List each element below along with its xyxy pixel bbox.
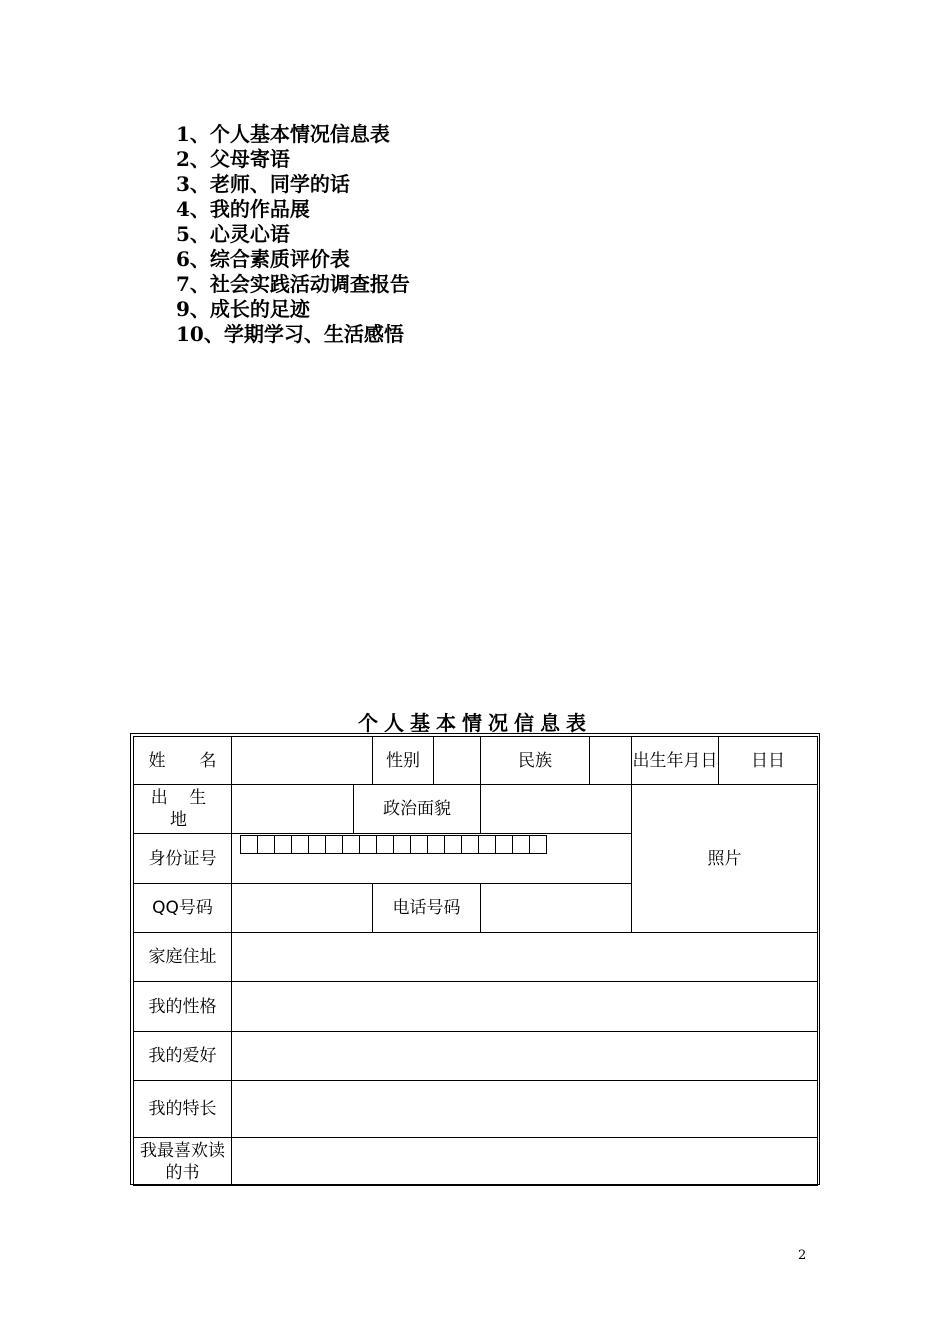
- id-digit-box[interactable]: [308, 835, 326, 854]
- toc-item: 2、父母寄语: [176, 147, 290, 171]
- id-digit-box[interactable]: [427, 835, 445, 854]
- toc-item: 4、我的作品展: [176, 197, 310, 221]
- id-number-field[interactable]: [232, 834, 632, 884]
- id-digit-box[interactable]: [325, 835, 343, 854]
- toc-item: 5、心灵心语: [176, 222, 290, 246]
- id-digit-box[interactable]: [291, 835, 309, 854]
- gender-label: 性别: [373, 737, 434, 785]
- page-number: 2: [798, 1248, 807, 1263]
- toc-item: 1、个人基本情况信息表: [176, 122, 390, 146]
- id-digit-box[interactable]: [444, 835, 462, 854]
- qq-field[interactable]: [232, 884, 373, 933]
- name-label: 姓 名: [134, 737, 232, 785]
- specialties-label: 我的特长: [134, 1081, 232, 1138]
- hobbies-field[interactable]: [232, 1032, 818, 1081]
- id-digit-box[interactable]: [240, 835, 258, 854]
- form-row-birthplace: [134, 785, 818, 834]
- id-digit-box[interactable]: [376, 835, 394, 854]
- favorite-book-field[interactable]: [232, 1138, 818, 1186]
- table-of-contents: [176, 122, 410, 347]
- id-digit-box[interactable]: [529, 835, 547, 854]
- id-digit-box[interactable]: [359, 835, 377, 854]
- qq-label: QQ号码: [134, 884, 232, 933]
- birthplace-label: 出 生 地: [134, 785, 232, 834]
- id-number-label: 身份证号: [134, 834, 232, 884]
- id-digit-box[interactable]: [257, 835, 275, 854]
- form-row-hobbies: [134, 1032, 818, 1081]
- gender-field[interactable]: [434, 737, 481, 785]
- id-digit-boxes: [240, 835, 631, 854]
- personality-field[interactable]: [232, 982, 818, 1032]
- phone-field[interactable]: [481, 884, 632, 933]
- ethnicity-field[interactable]: [590, 737, 632, 785]
- form-row-favorite-book: [134, 1138, 818, 1186]
- form-row-address: [134, 933, 818, 982]
- id-digit-box[interactable]: [274, 835, 292, 854]
- birth-date-value[interactable]: 日日: [719, 737, 818, 785]
- favorite-book-label: 我最喜欢读的书: [134, 1138, 232, 1186]
- toc-item: 10、学期学习、生活感悟: [176, 322, 404, 346]
- birth-date-label: 出生年月日: [632, 737, 719, 785]
- birthplace-field[interactable]: [232, 785, 354, 834]
- toc-item: 9、成长的足迹: [176, 297, 310, 321]
- personality-label: 我的性格: [134, 982, 232, 1032]
- info-form-table: [133, 736, 818, 1186]
- political-status-label: 政治面貌: [354, 785, 481, 834]
- hobbies-label: 我的爱好: [134, 1032, 232, 1081]
- id-digit-box[interactable]: [393, 835, 411, 854]
- form-row-personality: [134, 982, 818, 1032]
- id-digit-box[interactable]: [512, 835, 530, 854]
- toc-item: 3、老师、同学的话: [176, 172, 350, 196]
- political-status-field[interactable]: [481, 785, 632, 834]
- id-digit-box[interactable]: [461, 835, 479, 854]
- home-address-field[interactable]: [232, 933, 818, 982]
- toc-item: 6、综合素质评价表: [176, 247, 350, 271]
- id-digit-box[interactable]: [478, 835, 496, 854]
- id-digit-box[interactable]: [495, 835, 513, 854]
- form-row-specialties: [134, 1081, 818, 1138]
- form-title: 个人基本情况信息表: [358, 711, 592, 735]
- phone-label: 电话号码: [373, 884, 481, 933]
- photo-cell[interactable]: 照片: [632, 785, 818, 933]
- toc-item: 7、社会实践活动调查报告: [176, 272, 410, 296]
- name-field[interactable]: [232, 737, 373, 785]
- specialties-field[interactable]: [232, 1081, 818, 1138]
- form-row-basic: [134, 737, 818, 785]
- ethnicity-label: 民族: [481, 737, 590, 785]
- home-address-label: 家庭住址: [134, 933, 232, 982]
- id-digit-box[interactable]: [410, 835, 428, 854]
- id-digit-box[interactable]: [342, 835, 360, 854]
